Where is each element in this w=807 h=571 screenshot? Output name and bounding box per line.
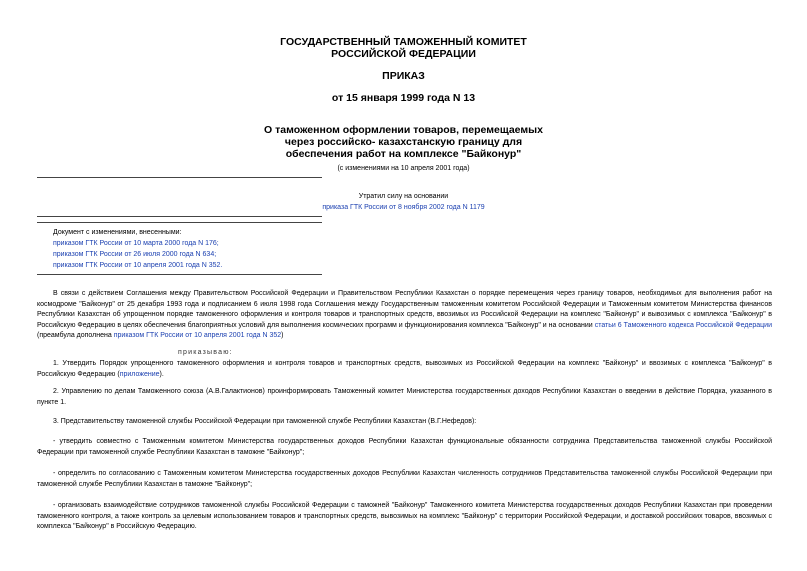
appendix-link[interactable]: приложение [119, 370, 160, 378]
expired-note: Утратил силу на основании [358, 193, 449, 200]
item-3-dash-1 [37, 437, 772, 458]
issuer-line-2: РОССИЙСКОЙ ФЕДЕРАЦИИ [331, 48, 476, 60]
item-2-text: 2. Управлению по делам Таможенного союза (А.В.Галактионов) проинформировать Таможенный комитет Министерства государственных доходов Республики Казахстан о введении в действие Порядка, указанного в пункте 1. [37, 388, 772, 406]
subject-line-3: обеспечения работ на комплексе "Байконур" [285, 148, 522, 160]
preamble-paragraph [37, 289, 772, 342]
dash-1-text: - утвердить совместно с Таможенным комитетом Министерства государственных доходов Республики Казахстан функциональные обязанности сотрудника Представительства таможенной службы Российской Федерации при таможенной службе Республики Казахстан в таможне "Байконур"; [37, 438, 772, 456]
item-1-text: 1. Утвердить Порядок упрощенного таможенного оформления и контроля товаров и транспортных средств, вывозимых из Российской Федерации на комплекс "Байконур" и ввозимых с комплекса "Байконур" в Российскую Федерацию ( [37, 360, 772, 378]
change-link[interactable]: приказом ГТК России от 26 июля 2000 года N 634; [53, 251, 217, 258]
preamble-text: В связи с действием Соглашения между Правительством Российской Федерации и Правительством Республики Казахстан о порядке перемещения через границу товаров, необходимых для выполнения работ на космодроме "Байконур" от 25 декабря 1993 года и подписанием 6 июля 1998 года Соглашения между Государственным таможенным комитетом Российской Федерации и Таможенным комитетом Министерства финансов Республики Казахстан об упрощенном порядке таможенного оформления и контроля товаров и транспортных средств, ввозимых из Российской Федерации на комплекс "Байконур" и вывозимых с комплекса "Байконур" в Российскую Федерацию в целях обеспечения благоприятных условий для выполнения космических программ и функционирования комплекса "Байконур" и на основании [37, 290, 772, 329]
separator-rule [37, 222, 322, 223]
item-2-paragraph [37, 387, 772, 408]
separator-rule [37, 177, 322, 178]
item-3-text: 3. Представительству таможенной службы Российской Федерации при таможенной службе Республики Казахстан (В.Г.Нефедов): [53, 418, 477, 425]
item-3-paragraph [37, 417, 772, 428]
dash-3-text: - организовать взаимодействие сотрудников таможенной службы Российской Федерации с таможней "Байконур" Таможенного комитета Министерства государственных доходов Республики Казахстан при проведении таможенного контроля, а также контроль за целевым использованием товаров и транспортных средств, вывозимых на комплекс "Байконур" с территории Российской Федерации, и доставкой российских товаров, ввозимых с комплекса "Байконур" в Российскую Федерацию. [37, 502, 772, 530]
code-article-link[interactable]: статьи 6 Таможенного кодекса Российской Федерации [594, 321, 772, 329]
dash-2-text: - определить по согласованию с Таможенным комитетом Министерства государственных доходов Республики Казахстан численность сотрудников Представительства таможенной службы Российской Федерации при таможенной службе Республики Казахстан в таможне "Байконур"; [37, 470, 772, 488]
issuer-line-1: ГОСУДАРСТВЕННЫЙ ТАМОЖЕННЫЙ КОМИТЕТ [280, 36, 527, 48]
amendment-note: (с изменениями на 10 апреля 2001 года) [337, 165, 470, 172]
separator-rule [37, 274, 322, 275]
subject-line-2: через российско- казахстанскую границу для [284, 136, 523, 148]
changes-heading: Документ с изменениями, внесенными: [53, 229, 182, 236]
change-link[interactable]: приказом ГТК России от 10 апреля 2001 года N 352. [53, 262, 223, 269]
order-word: приказываю: [178, 349, 233, 356]
item-1-close: ). [159, 370, 164, 378]
expired-link[interactable]: приказа ГТК России от 8 ноября 2002 года N 1179 [322, 204, 485, 211]
separator-rule [37, 216, 322, 217]
item-3-dash-3 [37, 501, 772, 533]
subject-line-1: О таможенном оформлении товаров, перемещаемых [264, 124, 543, 136]
preamble-note-link[interactable]: приказом ГТК России от 10 апреля 2001 года N 352 [113, 332, 282, 339]
item-1-paragraph [37, 359, 772, 380]
document-type: ПРИКАЗ [382, 70, 425, 82]
document-date-number: от 15 января 1999 года N 13 [331, 92, 476, 104]
item-3-dash-2 [37, 469, 772, 490]
preamble-note-open: (преамбула дополнена [37, 332, 114, 339]
preamble-note-close: ) [281, 332, 284, 339]
change-link[interactable]: приказом ГТК России от 10 марта 2000 года N 176; [53, 240, 219, 247]
